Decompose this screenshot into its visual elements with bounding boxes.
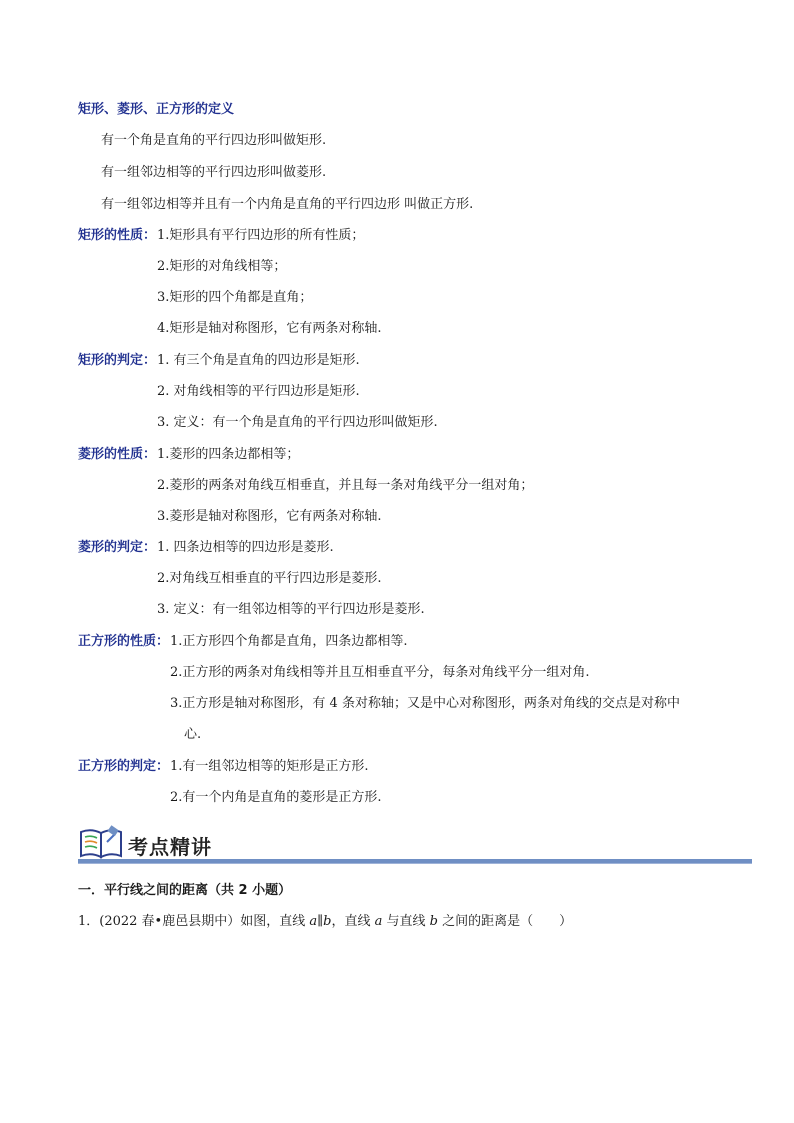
topic-title: 一．平行线之间的距离（共 2 小题） [78,883,292,898]
section-header [78,820,752,866]
square-prop-item: 3.正方形是轴对称图形，有 4 条对称轴；又是中心对称图形，两条对角线的交点是对称中 [170,696,680,711]
square-prop-item-continued: 心. [184,727,202,742]
definitions-heading: 矩形、菱形、正方形的定义 [78,102,235,117]
question-mid2: 与直线 [382,914,430,929]
square-judge-item: 1.有一组邻边相等的矩形是正方形. [170,759,369,774]
var-a: a [374,914,383,929]
var-b: b [429,914,438,929]
question-mid: ，直线 [331,914,375,929]
rect-judge-item: 1. 有三个角是直角的四边形是矩形. [157,353,360,368]
rect-prop-item: 1.矩形具有平行四边形的所有性质； [157,228,365,243]
rect-prop-item: 3.矩形的四个角都是直角； [157,290,313,305]
square-prop-item: 1.正方形四个角都是直角，四条边都相等. [170,634,408,649]
definition-rhombus: 有一组邻边相等的平行四边形叫做菱形. [101,165,327,180]
section-underline-thin [78,863,752,864]
rhombus-prop-item: 2.菱形的两条对角线互相垂直，并且每一条对角线平分一组对角； [157,478,534,493]
definition-rectangle: 有一个角是直角的平行四边形叫做矩形. [101,133,327,148]
rhombus-judge-item: 3. 定义：有一组邻边相等的平行四边形是菱形. [157,602,425,617]
rect-props-label: 矩形的性质： [78,228,157,243]
question-1 [78,914,572,930]
square-prop-item: 2.正方形的两条对角线相等并且互相垂直平分，每条对角线平分一组对角. [170,665,590,680]
rect-judge-item: 3. 定义：有一个角是直角的平行四边形叫做矩形. [157,415,438,430]
square-props-label: 正方形的性质： [78,634,170,649]
question-suffix: 之间的距离是（ ） [437,914,573,929]
open-book-icon [78,822,124,862]
rhombus-judge-item: 1. 四条边相等的四边形是菱形. [157,540,334,555]
parallel-symbol: ∥ [317,914,324,929]
rhombus-prop-item: 3.菱形是轴对称图形，它有两条对称轴. [157,509,382,524]
rhombus-props-label: 菱形的性质： [78,447,157,462]
section-title: 考点精讲 [128,835,212,859]
rect-judge-item: 2. 对角线相等的平行四边形是矩形. [157,384,360,399]
rect-prop-item: 2.矩形的对角线相等； [157,259,287,274]
square-judge-label: 正方形的判定： [78,759,170,774]
rect-judge-label: 矩形的判定： [78,353,157,368]
definition-square: 有一组邻边相等并且有一个内角是直角的平行四边形 叫做正方形. [101,197,474,212]
rhombus-prop-item: 1.菱形的四条边都相等； [157,447,300,462]
square-judge-item: 2.有一个内角是直角的菱形是正方形. [170,790,382,805]
rect-prop-item: 4.矩形是轴对称图形，它有两条对称轴. [157,321,382,336]
var-a: a [309,914,318,929]
var-b: b [323,914,332,929]
rhombus-judge-label: 菱形的判定： [78,540,157,555]
rhombus-judge-item: 2.对角线互相垂直的平行四边形是菱形. [157,571,382,586]
question-prefix: 1．(2022 春•鹿邑县期中）如图，直线 [78,914,310,929]
